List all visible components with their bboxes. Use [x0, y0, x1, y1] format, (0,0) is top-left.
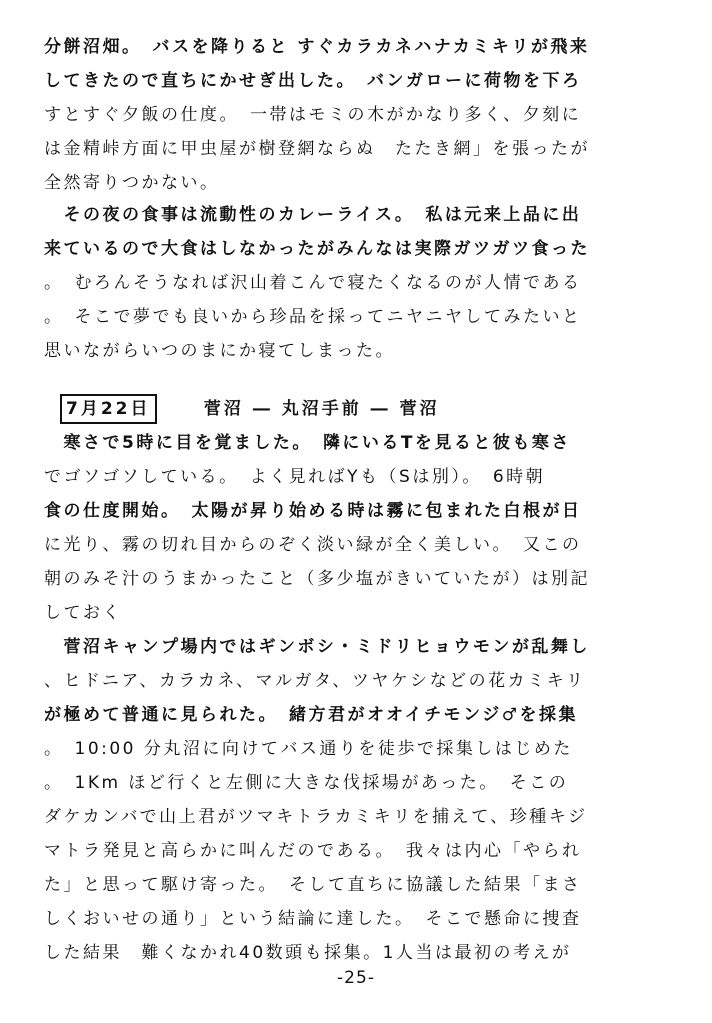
text-line: 来ているので大食はしなかったがみんなは実際ガツガツ食った — [44, 239, 590, 259]
text-line: 思いながらいつのまにか寝てしまった。 — [44, 341, 395, 361]
text-line: 朝のみそ汁のうまかったこと（多少塩がきいていたが）は別記 — [44, 569, 590, 589]
text-line: しくおいせの通り」という結論に達した。 そこで懸命に捜査 — [44, 909, 582, 929]
text-line: した結果 難くなかれ40数頭も採集。1人当は最初の考えが — [44, 943, 572, 963]
text-line: マトラ発見と高らかに叫んだのである。 我々は内心「やられ — [44, 841, 582, 861]
text-line: でゴソゴソしている。 よく見ればYも（Sは別）。 6時朝 — [44, 467, 546, 487]
text-line: その夜の食事は流動性のカレーライス。 私は元来上品に出 — [44, 205, 582, 225]
text-line: 寒さで5時に目を覚ました。 隣にいるTを見ると彼も寒さ — [44, 433, 571, 453]
text-line: 全然寄りつかない。 — [44, 173, 220, 193]
text-line: に光り、霧の切れ目からのぞく淡い緑が全く美しい。 又この — [44, 535, 582, 555]
text-line: は金精峠方面に甲虫屋が樹登網ならぬ たたき網」を張ったが — [44, 139, 590, 159]
entry-heading — [60, 392, 440, 426]
paragraph-collecting — [44, 630, 674, 970]
paragraph-arrival — [44, 30, 674, 200]
paragraph-dinner — [44, 198, 674, 368]
text-line: 菅沼キャンプ場内ではギンボシ・ミドリヒョウモンが乱舞し — [44, 637, 590, 657]
text-line: すとすぐ夕飯の仕度。 一帯はモミの木がかなり多く、夕刻に — [44, 105, 582, 125]
text-line: 食の仕度開始。 太陽が昇り始める時は霧に包まれた白根が日 — [44, 501, 582, 521]
text-line: 。 1Km ほど行くと左側に大きな伐採場があった。 そこの — [44, 773, 569, 793]
paragraph-morning — [44, 426, 674, 630]
text-line: してきたので直ちにかせぎ出した。 バンガローに荷物を下ろ — [44, 71, 582, 91]
text-line: しておく — [44, 603, 122, 623]
text-line: 。 むろんそうなれば沢山着こんで寝たくなるのが人情である — [44, 273, 582, 293]
text-line: 、ヒドニア、カラカネ、マルガタ、ツヤケシなどの花カミキリ — [44, 671, 586, 691]
text-line: が極めて普通に見られた。 緒方君がオオイチモンジ♂を採集 — [44, 705, 578, 725]
entry-route: 菅沼 ― 丸沼手前 ― 菅沼 — [203, 399, 440, 419]
text-line: 分餅沼畑。 バスを降りると すぐカラカネハナカミキリが飛来 — [44, 37, 590, 57]
text-line: 。 10:00 分丸沼に向けてバス通りを徒歩で採集しはじめた — [44, 739, 573, 759]
text-line: 。 そこで夢でも良いから珍品を採ってニヤニヤしてみたいと — [44, 307, 582, 327]
entry-date-box: 7月22日 — [60, 394, 157, 424]
text-line: ダケカンバで山上君がツマキトラカミキリを捕えて、珍種キジ — [44, 807, 588, 827]
text-line: た」と思って駆け寄った。 そして直ちに協議した結果「まさ — [44, 875, 582, 895]
page-number: -25- — [337, 968, 375, 988]
